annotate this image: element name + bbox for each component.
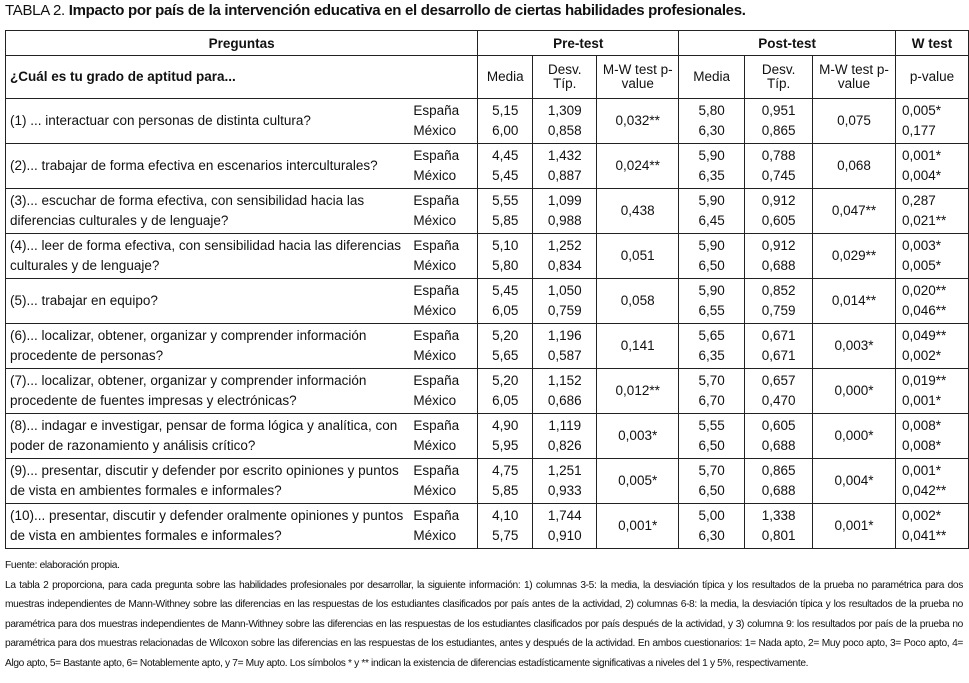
post-desv-cell <box>745 414 813 459</box>
value-espana: 1,338 <box>761 508 796 523</box>
header-pretest: Pre-test <box>478 31 679 56</box>
country-espana: España <box>413 148 460 163</box>
value-mexico: 0,745 <box>761 168 796 183</box>
pre-desv-cell <box>533 459 597 504</box>
value-espana: 0,287 <box>901 193 936 208</box>
value-mexico: 6,45 <box>698 213 725 228</box>
value-espana: 5,80 <box>698 103 725 118</box>
country-mexico: México <box>413 483 457 498</box>
value-mexico: 5,65 <box>492 348 519 363</box>
post-media-cell <box>679 279 745 324</box>
value-espana: 5,90 <box>698 193 725 208</box>
value-espana: 4,10 <box>492 508 519 523</box>
value-espana: 0,951 <box>761 103 796 118</box>
value-espana: 0,001* <box>901 463 942 478</box>
pre-mw-cell: 0,001* <box>597 504 679 549</box>
w-pvalue-cell <box>895 234 968 279</box>
country-labels <box>409 144 477 189</box>
value-espana: 1,309 <box>547 103 582 118</box>
country-labels <box>409 234 477 279</box>
post-mw-cell: 0,003* <box>813 324 896 369</box>
pre-desv-cell <box>533 144 597 189</box>
header-preguntas: Preguntas <box>6 31 478 56</box>
country-mexico: México <box>413 123 457 138</box>
post-media-cell <box>679 189 745 234</box>
value-espana: 0,605 <box>761 418 796 433</box>
table-row <box>6 459 969 504</box>
pre-mw-cell: 0,003* <box>597 414 679 459</box>
value-espana: 5,55 <box>492 193 519 208</box>
value-mexico: 0,587 <box>547 348 582 363</box>
value-espana: 0,865 <box>761 463 796 478</box>
value-mexico: 0,671 <box>761 348 796 363</box>
value-mexico: 0,759 <box>547 303 582 318</box>
country-mexico: México <box>413 438 457 453</box>
question-text: (8)... indagar e investigar, pensar de forma lógica y analítica, con poder de razonamiento y análisis crítico? <box>6 414 410 459</box>
country-mexico: México <box>413 348 457 363</box>
table-row <box>6 234 969 279</box>
country-espana: España <box>413 193 460 208</box>
post-mw-cell: 0,000* <box>813 369 896 414</box>
question-text: (7)... localizar, obtener, organizar y comprender información procedente de fuentes impresas y electrónicas? <box>6 369 410 414</box>
pre-desv-cell <box>533 99 597 144</box>
country-espana: España <box>413 238 460 253</box>
post-mw-cell: 0,014** <box>813 279 896 324</box>
value-espana: 5,20 <box>492 373 519 388</box>
value-espana: 4,90 <box>492 418 519 433</box>
value-mexico: 6,00 <box>492 123 519 138</box>
value-espana: 0,003* <box>901 238 942 253</box>
value-mexico: 0,988 <box>547 213 582 228</box>
value-mexico: 0,801 <box>761 528 796 543</box>
header-question-prompt: ¿Cuál es tu grado de aptitud para... <box>6 56 478 99</box>
pre-desv-cell <box>533 279 597 324</box>
w-pvalue-cell <box>895 369 968 414</box>
country-labels <box>409 189 477 234</box>
value-mexico: 5,75 <box>492 528 519 543</box>
header-post-desv: Desv. Típ. <box>745 56 813 99</box>
table-row <box>6 504 969 549</box>
value-espana: 1,432 <box>547 148 582 163</box>
country-mexico: México <box>413 303 457 318</box>
country-espana: España <box>413 283 460 298</box>
value-espana: 5,00 <box>698 508 725 523</box>
value-espana: 0,002* <box>901 508 942 523</box>
value-mexico: 5,95 <box>492 438 519 453</box>
table-row <box>6 279 969 324</box>
value-espana: 5,70 <box>698 463 725 478</box>
value-espana: 1,099 <box>547 193 582 208</box>
value-mexico: 0,001* <box>901 393 942 408</box>
question-text: (5)... trabajar en equipo? <box>6 279 410 324</box>
value-mexico: 6,30 <box>698 123 725 138</box>
value-espana: 1,152 <box>547 373 582 388</box>
post-desv-cell <box>745 189 813 234</box>
post-desv-cell <box>745 99 813 144</box>
value-mexico: 5,85 <box>492 213 519 228</box>
country-mexico: México <box>413 168 457 183</box>
value-espana: 1,251 <box>547 463 582 478</box>
value-espana: 0,020** <box>901 283 947 298</box>
value-espana: 4,45 <box>492 148 519 163</box>
header-post-media: Media <box>679 56 745 99</box>
country-mexico: México <box>413 393 457 408</box>
question-text: (1) ... interactuar con personas de distinta cultura? <box>6 99 410 144</box>
post-media-cell <box>679 99 745 144</box>
value-mexico: 0,177 <box>901 123 936 138</box>
pre-desv-cell <box>533 189 597 234</box>
value-espana: 5,70 <box>698 373 725 388</box>
value-mexico: 0,042** <box>901 483 947 498</box>
header-post-mw: M-W test p-value <box>813 56 896 99</box>
pre-media-cell <box>478 189 533 234</box>
pre-mw-cell: 0,032** <box>597 99 679 144</box>
value-espana: 5,10 <box>492 238 519 253</box>
country-labels <box>409 99 477 144</box>
country-espana: España <box>413 328 460 343</box>
pre-desv-cell <box>533 369 597 414</box>
value-espana: 5,45 <box>492 283 519 298</box>
table-row <box>6 369 969 414</box>
value-mexico: 0,826 <box>547 438 582 453</box>
post-mw-cell: 0,001* <box>813 504 896 549</box>
pre-media-cell <box>478 234 533 279</box>
value-espana: 0,912 <box>761 193 796 208</box>
value-espana: 1,252 <box>547 238 582 253</box>
value-espana: 0,788 <box>761 148 796 163</box>
value-mexico: 6,50 <box>698 438 725 453</box>
post-mw-cell: 0,004* <box>813 459 896 504</box>
table-row <box>6 99 969 144</box>
value-mexico: 0,933 <box>547 483 582 498</box>
header-wtest: W test <box>895 31 968 56</box>
value-espana: 1,119 <box>548 418 582 433</box>
country-espana: España <box>413 463 460 478</box>
header-posttest: Post-test <box>679 31 896 56</box>
pre-media-cell <box>478 279 533 324</box>
post-media-cell <box>679 144 745 189</box>
value-mexico: 6,50 <box>698 258 725 273</box>
value-mexico: 0,021** <box>901 213 947 228</box>
value-mexico: 0,688 <box>761 483 796 498</box>
post-media-cell <box>679 459 745 504</box>
country-espana: España <box>413 103 460 118</box>
value-mexico: 6,35 <box>698 348 725 363</box>
value-mexico: 0,688 <box>761 438 796 453</box>
country-labels <box>409 414 477 459</box>
value-espana: 0,008* <box>901 418 942 433</box>
country-labels <box>409 324 477 369</box>
w-pvalue-cell <box>895 144 968 189</box>
value-mexico: 0,004* <box>901 168 942 183</box>
post-desv-cell <box>745 324 813 369</box>
value-mexico: 6,05 <box>492 303 519 318</box>
value-mexico: 6,70 <box>698 393 725 408</box>
value-espana: 1,196 <box>547 328 582 343</box>
value-espana: 0,912 <box>761 238 796 253</box>
post-desv-cell <box>745 369 813 414</box>
value-espana: 0,005* <box>901 103 942 118</box>
country-labels <box>409 459 477 504</box>
pre-desv-cell <box>533 504 597 549</box>
country-labels <box>409 369 477 414</box>
pre-desv-cell <box>533 414 597 459</box>
post-mw-cell: 0,000* <box>813 414 896 459</box>
country-espana: España <box>413 418 460 433</box>
country-mexico: México <box>413 213 457 228</box>
question-text: (3)... escuchar de forma efectiva, con sensibilidad hacia las diferencias culturales y de lenguaje? <box>6 189 410 234</box>
value-mexico: 0,759 <box>761 303 796 318</box>
w-pvalue-cell <box>895 279 968 324</box>
table-label: TABLA 2. <box>5 2 65 19</box>
w-pvalue-cell <box>895 459 968 504</box>
value-mexico: 0,041** <box>901 528 947 543</box>
post-media-cell <box>679 324 745 369</box>
value-espana: 4,75 <box>492 463 519 478</box>
footnote-note: La tabla 2 proporciona, para cada pregunta sobre las habilidades profesionales por desarrollar, la siguiente información: 1) columnas 3-5: la media, la desviación típica y los resultados de la prueba no paramétrica para dos muestras independientes de Mann-Withney sobre las diferencias en las respuestas de los estudiantes clasificados por país antes de la actividad, 2) columnas 6-8: la media, la desviación típica y los resultados de la prueba no paramétrica para dos muestras independientes de Mann-Withney sobre las diferencias en las respuestas de los estudiantes clasificados por país después de la actividad, y 3) columna 9: los resultados por país de la prueba no paramétrica para dos muestras relacionadas de Wilcoxon sobre las diferencias en las respuestas de los estudiantes, antes y después de la actividad. En ambos cuestionarios: 1= Nada apto, 2= Muy poco apto, 3= Poco apto, 4= Algo apto, 5= Bastante apto, 6= Notablemente apto, y 7= Muy apto. Los símbolos * y ** indican la existencia de diferencias estadísticamente significativas a niveles del 1 y 5%, respectivamente. <box>5 579 963 669</box>
value-espana: 0,049** <box>901 328 947 343</box>
value-espana: 5,15 <box>492 103 519 118</box>
post-media-cell <box>679 369 745 414</box>
post-mw-cell: 0,029** <box>813 234 896 279</box>
pre-media-cell <box>478 414 533 459</box>
value-espana: 0,001* <box>901 148 942 163</box>
question-text: (6)... localizar, obtener, organizar y comprender información procedente de personas? <box>6 324 410 369</box>
header-w-pvalue: p-value <box>895 56 968 99</box>
value-espana: 5,55 <box>698 418 725 433</box>
header-pre-desv: Desv. Típ. <box>533 56 597 99</box>
table-row <box>6 324 969 369</box>
post-media-cell <box>679 234 745 279</box>
table-row <box>6 144 969 189</box>
country-espana: España <box>413 373 460 388</box>
table-title <box>5 2 746 19</box>
value-espana: 0,657 <box>761 373 796 388</box>
country-espana: España <box>413 508 460 523</box>
w-pvalue-cell <box>895 324 968 369</box>
post-desv-cell <box>745 504 813 549</box>
value-espana: 0,852 <box>761 283 796 298</box>
value-mexico: 5,80 <box>492 258 519 273</box>
value-espana: 5,90 <box>698 238 725 253</box>
pre-mw-cell: 0,051 <box>597 234 679 279</box>
w-pvalue-cell <box>895 504 968 549</box>
post-desv-cell <box>745 144 813 189</box>
value-mexico: 0,008* <box>901 438 942 453</box>
header-pre-mw: M-W test p-value <box>597 56 679 99</box>
value-mexico: 0,605 <box>761 213 796 228</box>
pre-media-cell <box>478 144 533 189</box>
footnote-source: Fuente: elaboración propia. <box>5 560 120 571</box>
pre-desv-cell <box>533 234 597 279</box>
post-desv-cell <box>745 234 813 279</box>
post-mw-cell: 0,047** <box>813 189 896 234</box>
pre-media-cell <box>478 459 533 504</box>
question-text: (9)... presentar, discutir y defender por escrito opiniones y puntos de vista en ambientes formales e informales? <box>6 459 410 504</box>
pre-mw-cell: 0,141 <box>597 324 679 369</box>
post-mw-cell: 0,068 <box>813 144 896 189</box>
value-mexico: 0,887 <box>547 168 582 183</box>
question-text: (2)... trabajar de forma efectiva en escenarios interculturales? <box>6 144 410 189</box>
post-desv-cell <box>745 279 813 324</box>
question-text: (4)... leer de forma efectiva, con sensibilidad hacia las diferencias culturales y de lenguaje? <box>6 234 410 279</box>
pre-media-cell <box>478 369 533 414</box>
value-mexico: 0,858 <box>547 123 582 138</box>
value-mexico: 0,865 <box>761 123 796 138</box>
results-table <box>5 30 969 549</box>
value-mexico: 6,35 <box>698 168 725 183</box>
value-espana: 5,90 <box>698 283 725 298</box>
value-espana: 0,671 <box>761 328 796 343</box>
value-mexico: 0,910 <box>547 528 582 543</box>
post-media-cell <box>679 414 745 459</box>
w-pvalue-cell <box>895 189 968 234</box>
value-mexico: 5,45 <box>492 168 519 183</box>
country-mexico: México <box>413 258 457 273</box>
value-mexico: 0,686 <box>547 393 582 408</box>
value-espana: 5,90 <box>698 148 725 163</box>
table-footnote <box>5 556 963 673</box>
country-labels <box>409 279 477 324</box>
pre-mw-cell: 0,058 <box>597 279 679 324</box>
post-mw-cell: 0,075 <box>813 99 896 144</box>
country-mexico: México <box>413 528 457 543</box>
post-media-cell <box>679 504 745 549</box>
table-row <box>6 414 969 459</box>
value-espana: 5,65 <box>698 328 725 343</box>
pre-mw-cell: 0,438 <box>597 189 679 234</box>
value-mexico: 0,688 <box>761 258 796 273</box>
value-espana: 0,019** <box>901 373 947 388</box>
value-mexico: 0,834 <box>547 258 582 273</box>
value-mexico: 0,005* <box>901 258 942 273</box>
value-mexico: 6,55 <box>698 303 725 318</box>
country-labels <box>409 504 477 549</box>
post-desv-cell <box>745 459 813 504</box>
value-mexico: 6,50 <box>698 483 725 498</box>
table-row <box>6 189 969 234</box>
value-mexico: 6,30 <box>698 528 725 543</box>
value-espana: 5,20 <box>492 328 519 343</box>
table-caption: Impacto por país de la intervención educativa en el desarrollo de ciertas habilidades profesionales. <box>68 2 746 19</box>
pre-mw-cell: 0,005* <box>597 459 679 504</box>
pre-media-cell <box>478 99 533 144</box>
w-pvalue-cell <box>895 414 968 459</box>
w-pvalue-cell <box>895 99 968 144</box>
value-mexico: 6,05 <box>492 393 519 408</box>
value-mexico: 0,046** <box>901 303 947 318</box>
header-pre-media: Media <box>478 56 533 99</box>
value-mexico: 0,002* <box>901 348 942 363</box>
question-text: (10)... presentar, discutir y defender oralmente opiniones y puntos de vista en ambientes formales e informales? <box>6 504 410 549</box>
value-espana: 1,744 <box>547 508 582 523</box>
pre-desv-cell <box>533 324 597 369</box>
value-mexico: 5,85 <box>492 483 519 498</box>
pre-media-cell <box>478 504 533 549</box>
pre-mw-cell: 0,012** <box>597 369 679 414</box>
pre-media-cell <box>478 324 533 369</box>
pre-mw-cell: 0,024** <box>597 144 679 189</box>
value-espana: 1,050 <box>547 283 582 298</box>
value-mexico: 0,470 <box>761 393 796 408</box>
